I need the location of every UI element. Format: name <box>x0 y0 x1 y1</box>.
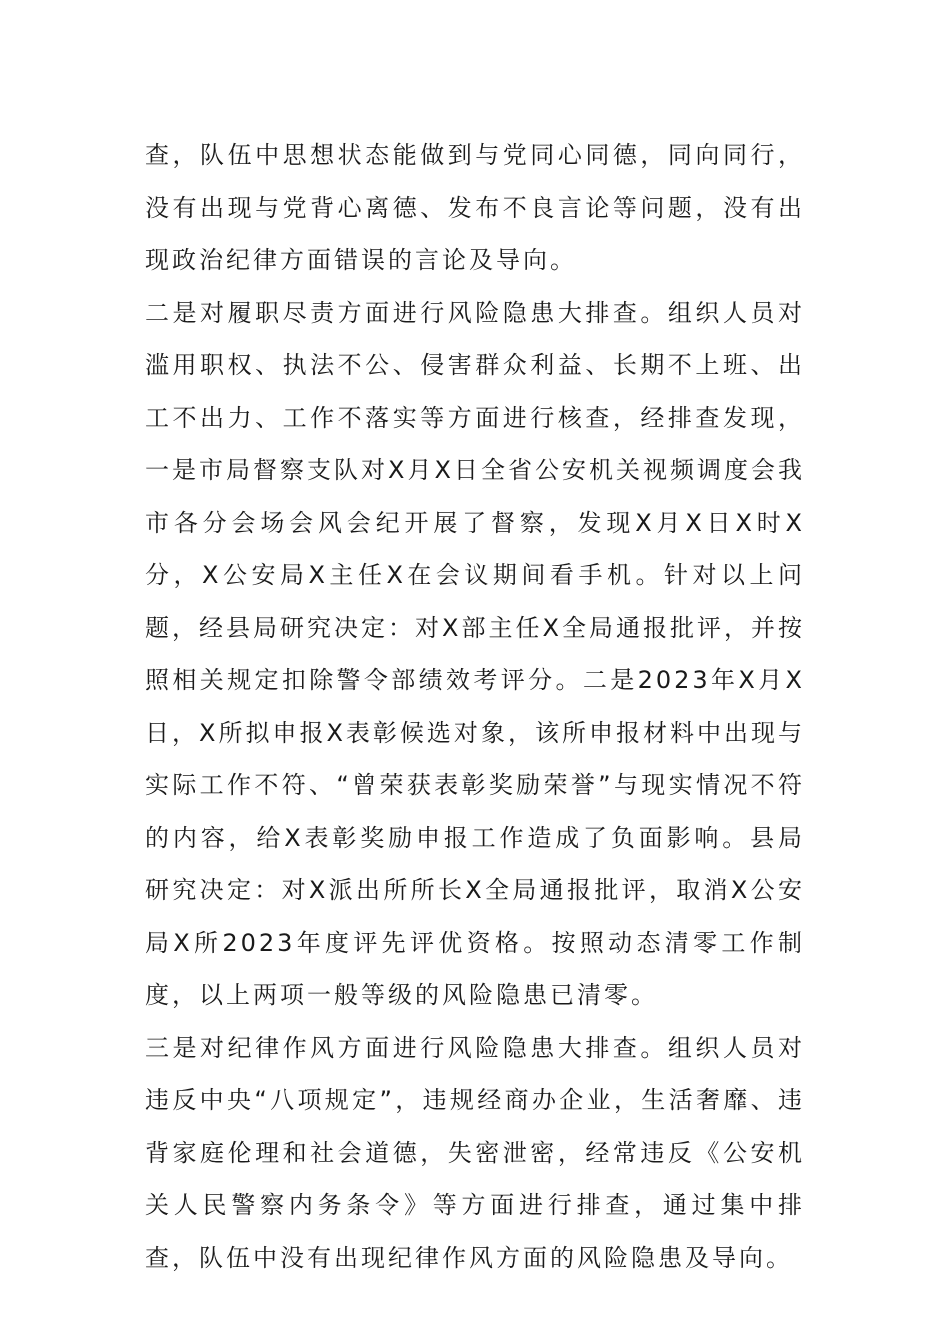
paragraph-duty-performance: 二是对履职尽责方面进行风险隐患大排查。组织人员对滥用职权、执法不公、侵害群众利益、长期不上班、出工不出力、工作不落实等方面进行核查，经排查发现，一是市局督察支队对X月X日全省公安机关视频调度会我市各分会场会风会纪开展了督察，发现X月X日X时X分，X公安局X主任X在会议期间看手机。针对以上问题，经县局研究决定：对X部主任X全局通报批评，并按照相关规定扣除警令部绩效考评分。二是2023年X月X日，X所拟申报X表彰候选对象，该所申报材料中出现与实际工作不符、“曾荣获表彰奖励荣誉”与现实情况不符的内容，给X表彰奖励申报工作造成了负面影响。县局研究决定：对X派出所所长X全局通报批评，取消X公安局X所2023年度评先评优资格。按照动态清零工作制度，以上两项一般等级的风险隐患已清零。 <box>145 298 805 1009</box>
paragraph-discipline-style: 三是对纪律作风方面进行风险隐患大排查。组织人员对违反中央“八项规定”，违规经商办企业，生活奢靡、违背家庭伦理和社会道德，失密泄密，经常违反《公安机关人民警察内务条令》等方面进行排查，通过集中排查，队伍中没有出现纪律作风方面的风险隐患及导向。 <box>145 1033 805 1272</box>
document-body <box>145 129 805 1284</box>
paragraph-political-review: 查，队伍中思想状态能做到与党同心同德，同向同行，没有出现与党背心离德、发布不良言论等问题，没有出现政治纪律方面错误的言论及导向。 <box>145 141 805 274</box>
